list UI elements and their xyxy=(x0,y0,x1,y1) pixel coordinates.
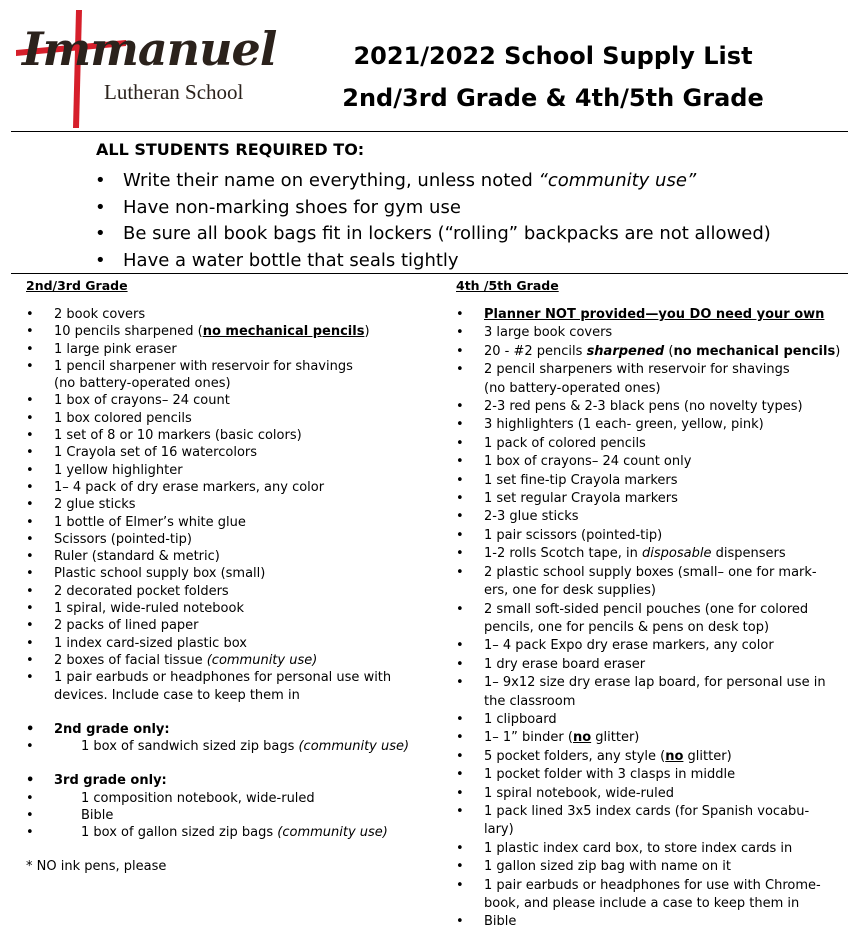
list-item: • 1 spiral, wide-ruled notebook xyxy=(26,600,446,617)
list-item: • 1 large pink eraser xyxy=(26,341,446,358)
header-divider xyxy=(11,131,848,132)
school-logo xyxy=(8,4,277,128)
grade-2-3-column xyxy=(26,276,446,875)
page-subtitle: 2nd/3rd Grade & 4th/5th Grade xyxy=(342,84,764,112)
list-item: • Planner NOT provided—you DO need your own xyxy=(456,306,836,324)
list-item: • 2 decorated pocket folders xyxy=(26,583,446,600)
supply-list xyxy=(456,306,841,932)
list-item: • Bible xyxy=(456,913,836,931)
logo-subtitle: Lutheran School xyxy=(104,80,244,104)
section-divider xyxy=(11,273,848,274)
column-heading: 4th /5th Grade xyxy=(456,278,559,293)
list-item: • 1 set regular Crayola markers xyxy=(456,490,836,508)
list-item: • 1 box of crayons– 24 count xyxy=(26,392,446,409)
list-item: • Write their name on everything, unless noted “community use” xyxy=(95,168,771,195)
list-item: • Ruler (standard & metric) xyxy=(26,548,446,565)
page-title: 2021/2022 School Supply List xyxy=(353,42,753,70)
list-item: • 1 pencil sharpener with reservoir for shavings (no battery-operated ones) xyxy=(26,358,446,393)
list-item: • 5 pocket folders, any style (no glitter) xyxy=(456,748,836,766)
list-item: • 1 box of gallon sized zip bags (community use) xyxy=(26,824,446,841)
list-item: • 1– 4 pack of dry erase markers, any color xyxy=(26,479,446,496)
list-item: • Have non-marking shoes for gym use xyxy=(95,195,771,222)
list-item: • 1-2 rolls Scotch tape, in disposable dispensers xyxy=(456,545,836,563)
list-item: • Bible xyxy=(26,807,446,824)
footnote: * NO ink pens, please xyxy=(26,858,167,874)
list-item: • 10 pencils sharpened (no mechanical pencils) xyxy=(26,323,446,340)
list-item: • 20 - #2 pencils sharpened (no mechanical pencils) xyxy=(456,343,836,361)
logo-wordmark: Immanuel xyxy=(22,22,277,76)
list-item: • 1 pair earbuds or headphones for use with Chrome- book, and please include a case to keep them in xyxy=(456,877,836,914)
list-item: • 1 pack lined 3x5 index cards (for Spanish vocabu- lary) xyxy=(456,803,836,840)
list-item: • 1 pair earbuds or headphones for personal use with devices. Include case to keep them in xyxy=(26,669,446,704)
list-item: • Scissors (pointed-tip) xyxy=(26,531,446,548)
list-item: • 2 pencil sharpeners with reservoir for shavings (no battery-operated ones) xyxy=(456,361,836,398)
list-item: • 1– 9x12 size dry erase lap board, for personal use in the classroom xyxy=(456,674,836,711)
list-item: • 1 Crayola set of 16 watercolors xyxy=(26,444,446,461)
list-item: • 1 plastic index card box, to store index cards in xyxy=(456,840,836,858)
list-item: • 3 highlighters (1 each- green, yellow, pink) xyxy=(456,416,836,434)
list-item: • 1 spiral notebook, wide-ruled xyxy=(456,785,836,803)
list-item: • 1 pocket folder with 3 clasps in middle xyxy=(456,766,836,784)
list-item: • 1– 1” binder (no glitter) xyxy=(456,729,836,747)
list-item: • 2 plastic school supply boxes (small– one for mark- ers, one for desk supplies) xyxy=(456,564,836,601)
required-list xyxy=(95,168,771,274)
list-item: • 1 pack of colored pencils xyxy=(456,435,836,453)
list-item: • 1 bottle of Elmer’s white glue xyxy=(26,514,446,531)
list-item: • Have a water bottle that seals tightly xyxy=(95,248,771,275)
list-item: • 2-3 glue sticks xyxy=(456,508,836,526)
grade-4-5-column xyxy=(456,276,841,932)
list-item: • 2 book covers xyxy=(26,306,446,323)
list-item: • 2 glue sticks xyxy=(26,496,446,513)
list-item: • 1 box of crayons– 24 count only xyxy=(456,453,836,471)
list-item: • 1 index card-sized plastic box xyxy=(26,635,446,652)
list-item: • 2 packs of lined paper xyxy=(26,617,446,634)
second-grade-heading: • 2nd grade only: xyxy=(26,721,446,738)
list-item: • 2 small soft-sided pencil pouches (one for colored pencils, one for pencils & pens on desk top) xyxy=(456,601,836,638)
list-item: • Plastic school supply box (small) xyxy=(26,565,446,582)
list-item: • 1 gallon sized zip bag with name on it xyxy=(456,858,836,876)
list-item: • 3 large book covers xyxy=(456,324,836,342)
list-item: • 2 boxes of facial tissue (community use) xyxy=(26,652,446,669)
list-item: • 1 box of sandwich sized zip bags (community use) xyxy=(26,738,446,755)
supply-list xyxy=(26,306,446,842)
list-item: • 1 set fine-tip Crayola markers xyxy=(456,472,836,490)
list-item: • 1 clipboard xyxy=(456,711,836,729)
third-grade-heading: • 3rd grade only: xyxy=(26,772,446,789)
list-item: • 1 dry erase board eraser xyxy=(456,656,836,674)
list-item: • 2-3 red pens & 2-3 black pens (no novelty types) xyxy=(456,398,836,416)
list-item: • 1 composition notebook, wide-ruled xyxy=(26,790,446,807)
required-heading: ALL STUDENTS REQUIRED TO: xyxy=(96,140,365,159)
column-heading: 2nd/3rd Grade xyxy=(26,278,128,293)
list-item: • 1 box colored pencils xyxy=(26,410,446,427)
list-item: • 1– 4 pack Expo dry erase markers, any color xyxy=(456,637,836,655)
list-item: • 1 set of 8 or 10 markers (basic colors) xyxy=(26,427,446,444)
list-item: • 1 yellow highlighter xyxy=(26,462,446,479)
list-item: • Be sure all book bags fit in lockers (“rolling” backpacks are not allowed) xyxy=(95,221,771,248)
list-item: • 1 pair scissors (pointed-tip) xyxy=(456,527,836,545)
